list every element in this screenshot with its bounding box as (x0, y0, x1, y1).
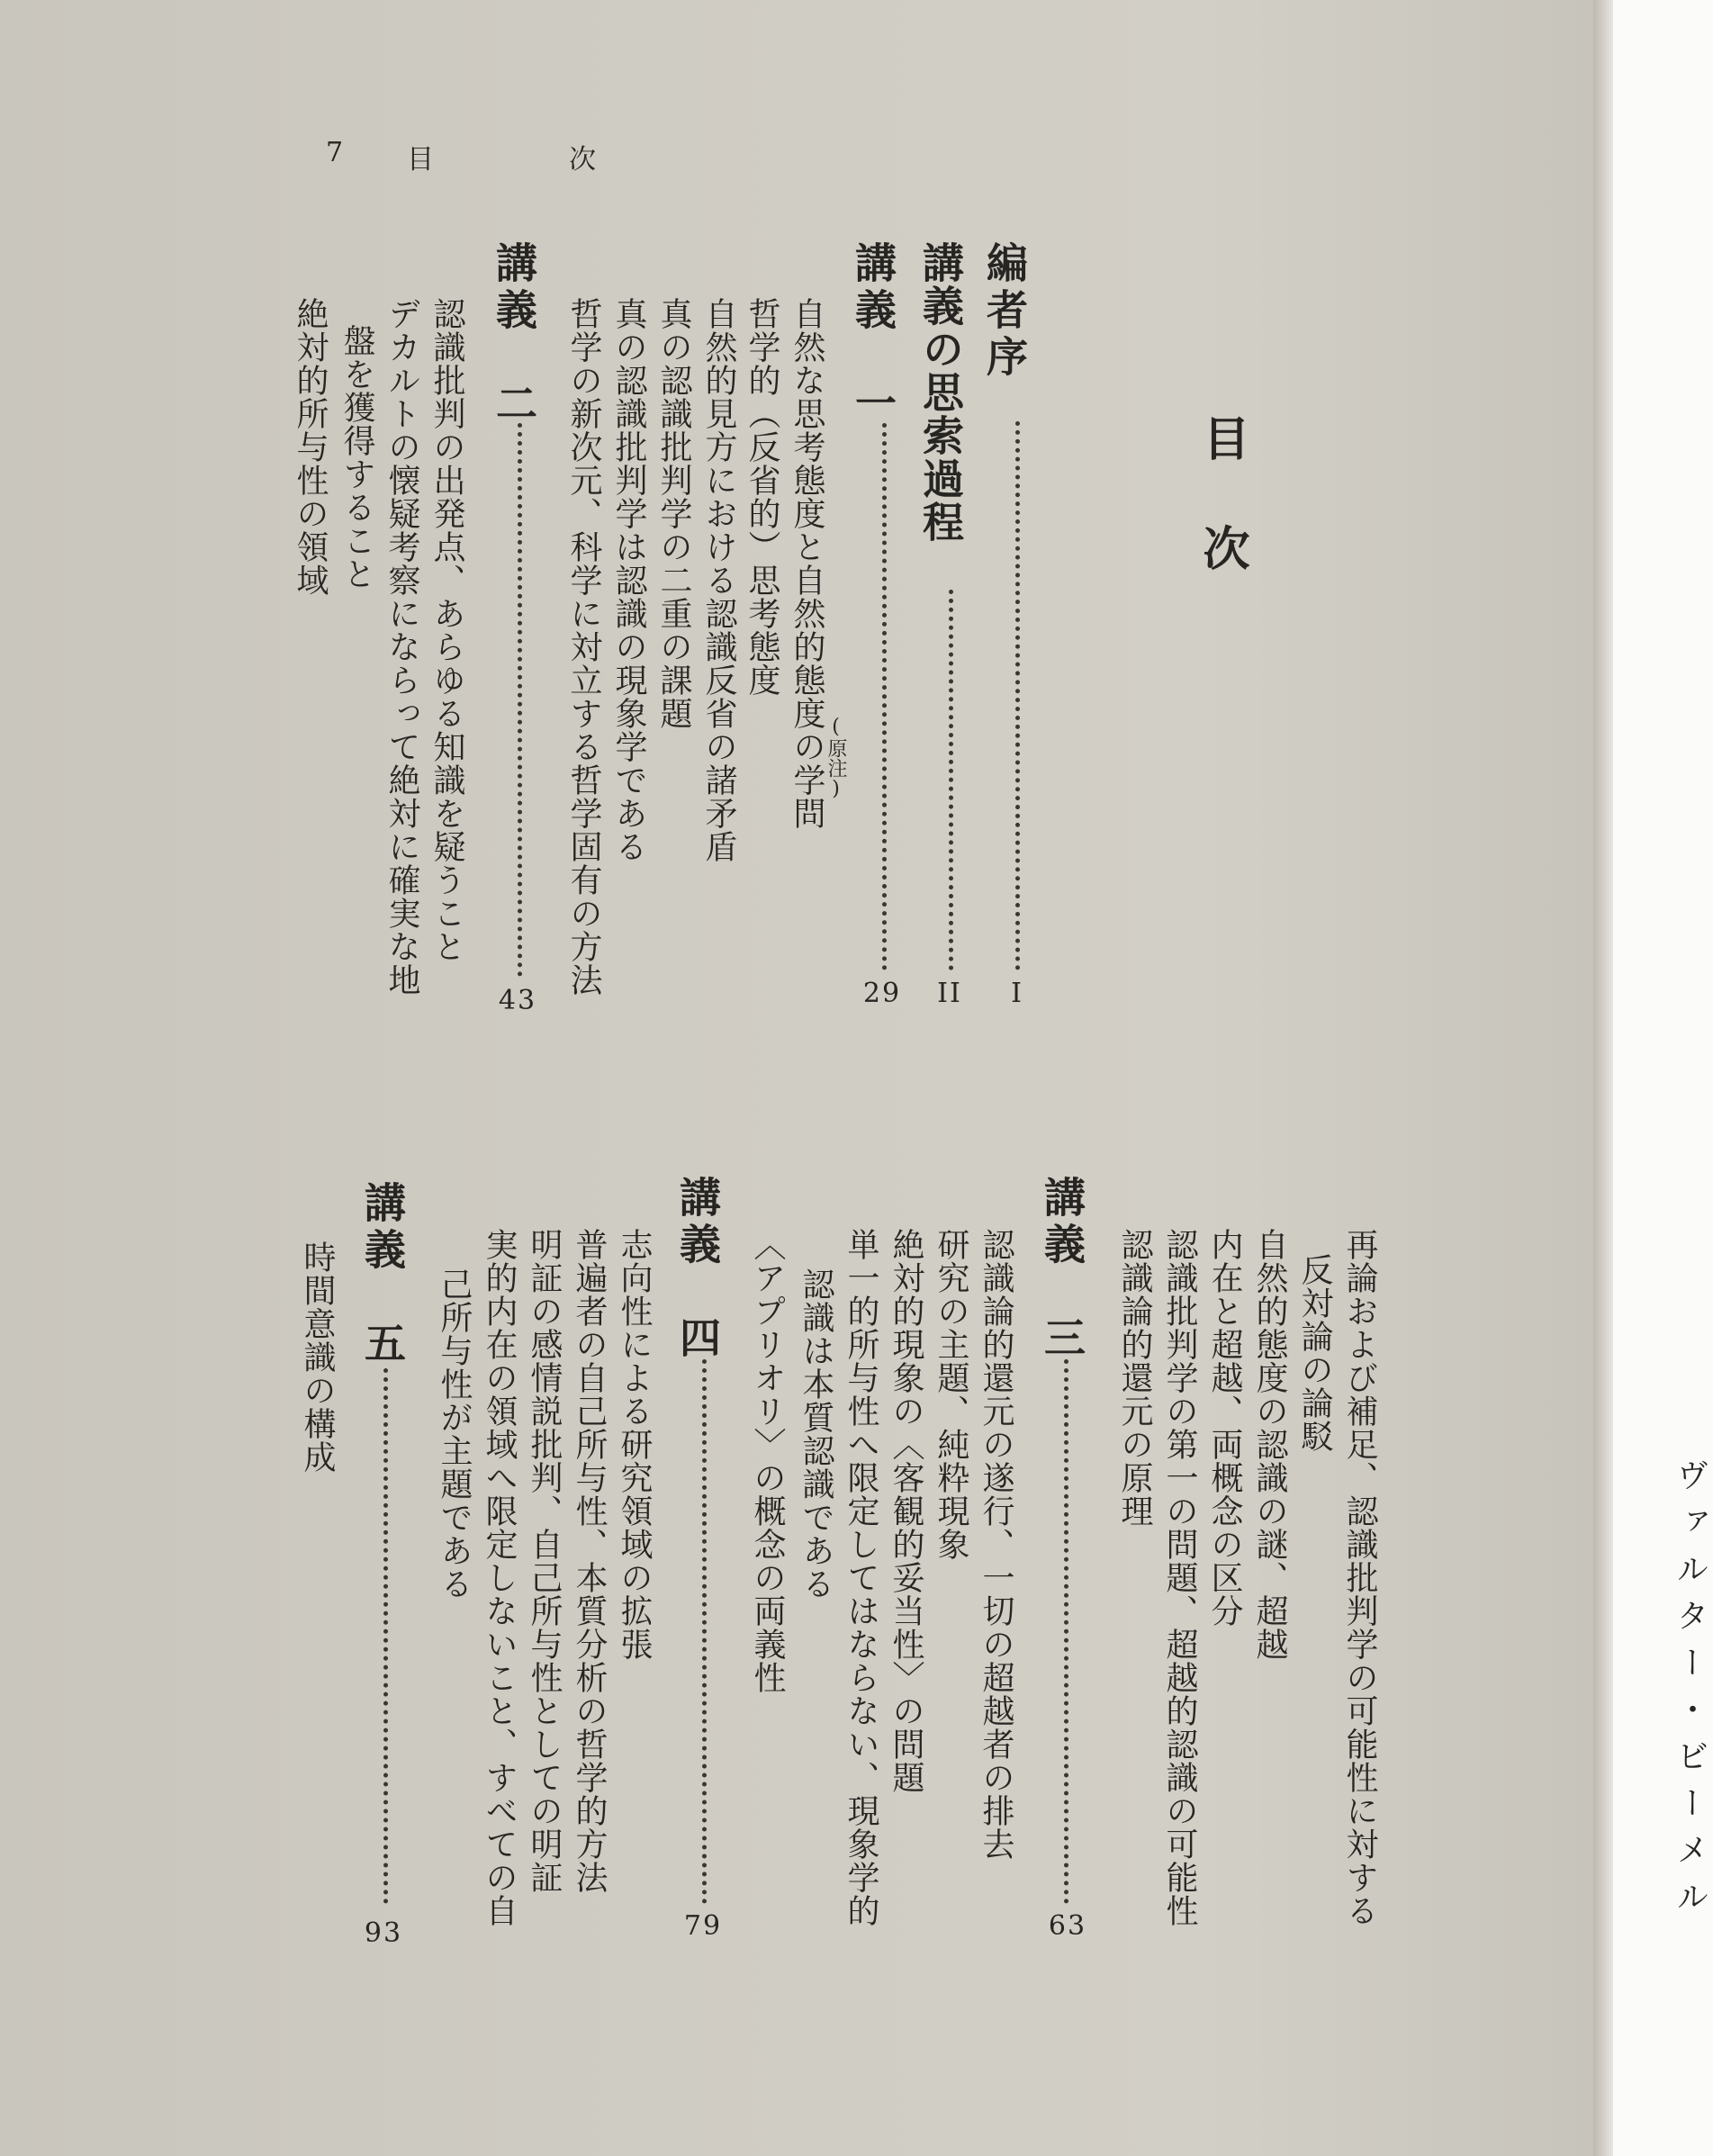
lecture2-cont-item: 反対論の論駁 (1296, 1253, 1333, 1453)
lecture1-page: 29 (862, 978, 902, 1009)
lecture3-item: 認識論的還元の遂行、一切の超越者の排去 (978, 1228, 1014, 1861)
lecture1-item: 真の認識批判学は認識の現象学である (610, 297, 647, 863)
lecture3-item: 〈アプリオリ〉の概念の両義性 (749, 1228, 786, 1694)
process-page: II (937, 978, 962, 1009)
lecture5-heading: 講義 五 (358, 1181, 407, 1368)
lecture5-leader (383, 1368, 388, 1904)
lecture1-item: 自然な思考態度と自然的態度の学問 (789, 297, 825, 830)
lecture2-item: 認識批判の出発点、あらゆる知識を疑うこと (428, 297, 465, 963)
note-original: (原注) (825, 716, 847, 800)
lecture4-leader (702, 1359, 707, 1904)
facing-page-text: ヴァルター・ビーメル (1672, 1458, 1708, 1926)
lecture2-item: 絶対的所与性の領域 (292, 297, 329, 597)
lecture4-heading: 講義 四 (673, 1176, 722, 1363)
lecture3-item: 単一的所与性へ限定してはならない、現象学的 (843, 1228, 879, 1927)
lecture3-item: 研究の主題、純粋現象 (933, 1228, 969, 1561)
lecture2-cont-item: 再論および補足、認識批判学の可能性に対する (1341, 1228, 1378, 1927)
lecture3-page: 63 (1048, 1910, 1087, 1942)
toc-title: 目次 (1195, 414, 1249, 634)
lecture3-item: 認識は本質認識である (798, 1267, 834, 1601)
preface-page: I (1011, 978, 1023, 1009)
lecture2-item: デカルトの懐疑考察にならって絶対に確実な地 (383, 297, 420, 997)
lecture2-cont-item: 内在と超越、両概念の区分 (1206, 1228, 1243, 1628)
lecture5-item: 時間意識の構成 (299, 1240, 336, 1474)
preface-heading: 編者序 (980, 241, 1029, 382)
lecture1-heading: 講義 一 (849, 241, 897, 428)
process-leader (949, 590, 953, 970)
header-title: 目 次 (407, 144, 650, 176)
lecture2-leader (518, 423, 522, 977)
lecture5-page: 93 (364, 1917, 403, 1949)
preface-leader (1015, 421, 1020, 970)
lecture2-cont-item: 認識論的還元の原理 (1116, 1228, 1153, 1528)
lecture3-item: 絶対的現象の〈客観的妥当性〉の問題 (888, 1228, 924, 1794)
lecture1-item: 哲学的（反省的）思考態度 (744, 297, 780, 697)
lecture4-item: 己所与性が主題である (436, 1267, 473, 1601)
lecture1-item: 自然的見方における認識反省の諸矛盾 (700, 297, 737, 863)
lecture1-item: 哲学の新次元、科学に対立する哲学固有の方法 (565, 297, 602, 997)
lecture2-cont-item: 自然的態度の認識の謎、超越 (1251, 1228, 1288, 1661)
lecture1-leader (882, 423, 887, 970)
lecture4-item: 志向性による研究領域の拡張 (616, 1228, 653, 1661)
lecture4-item: 普遍者の自己所与性、本質分析の哲学的方法 (571, 1228, 608, 1894)
lecture4-item: 明証の感情説批判、自己所与性としての明証 (526, 1228, 563, 1894)
book-gutter (1593, 0, 1613, 2156)
lecture3-heading: 講義 三 (1038, 1176, 1086, 1363)
process-heading: 講義の思索過程 (916, 241, 965, 544)
lecture2-cont-item: 認識批判学の第一の問題、超越的認識の可能性 (1161, 1228, 1198, 1927)
lecture4-item: 実的内在の領域へ限定しないこと、すべての自 (481, 1228, 518, 1927)
lecture3-leader (1064, 1359, 1068, 1904)
lecture2-item: 盤を獲得すること (338, 324, 375, 591)
lecture4-page: 79 (683, 1910, 723, 1942)
lecture2-page: 43 (498, 985, 537, 1016)
lecture1-item: 真の認識批判学の二重の課題 (655, 297, 692, 730)
header-page-number: 7 (326, 137, 344, 168)
lecture2-heading: 講義 二 (490, 241, 538, 428)
